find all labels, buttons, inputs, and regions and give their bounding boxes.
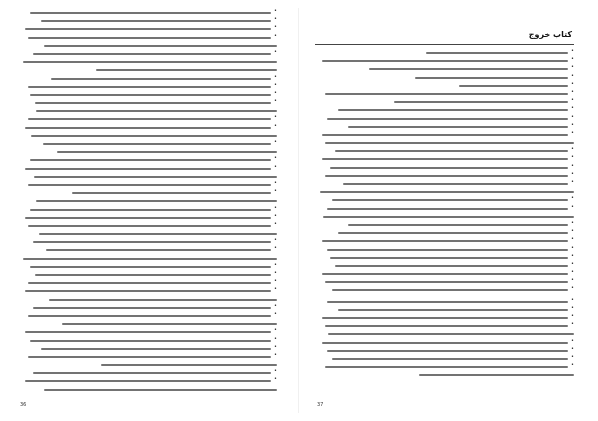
illegible-text-placeholder xyxy=(332,289,568,291)
verse-bullet: • xyxy=(571,162,574,169)
verse-bullet: • xyxy=(571,170,574,177)
illegible-text-placeholder xyxy=(46,249,271,251)
illegible-text-placeholder xyxy=(28,225,271,227)
verse-bullet: • xyxy=(274,237,277,244)
verse-bullet: • xyxy=(571,146,574,153)
verse-bullet: • xyxy=(571,277,574,284)
verse-bullet: • xyxy=(274,188,277,195)
left-page-text-line xyxy=(18,163,277,172)
illegible-text-placeholder xyxy=(327,208,568,210)
illegible-text-placeholder xyxy=(369,68,568,70)
illegible-text-placeholder xyxy=(325,93,568,95)
illegible-text-placeholder xyxy=(28,315,271,317)
verse-bullet: • xyxy=(274,155,277,162)
verse-bullet: • xyxy=(571,228,574,235)
verse-bullet: • xyxy=(274,204,277,211)
illegible-text-placeholder xyxy=(348,224,568,226)
verse-bullet: • xyxy=(274,261,277,268)
illegible-text-placeholder xyxy=(33,53,271,55)
right-page-text-line xyxy=(315,337,574,346)
right-page-text-line xyxy=(315,331,574,337)
illegible-text-placeholder xyxy=(335,265,568,267)
verse-bullet: • xyxy=(274,16,277,23)
illegible-text-placeholder xyxy=(28,86,271,88)
verse-bullet: • xyxy=(571,244,574,251)
right-page-text-line xyxy=(315,260,574,269)
left-page-text-line xyxy=(18,48,277,57)
illegible-text-placeholder xyxy=(30,94,271,96)
verse-bullet: • xyxy=(571,154,574,161)
illegible-text-placeholder xyxy=(328,333,574,335)
illegible-text-placeholder xyxy=(327,350,568,352)
left-page-text-line xyxy=(18,261,277,270)
left-page-text-line xyxy=(18,149,277,155)
verse-bullet: • xyxy=(571,105,574,112)
verse-bullet: • xyxy=(571,296,574,303)
verse-bullet: • xyxy=(571,252,574,259)
illegible-text-placeholder xyxy=(25,217,271,219)
right-page-text-line xyxy=(315,66,574,72)
verse-bullet: • xyxy=(571,313,574,319)
right-page-text-line xyxy=(315,148,574,154)
illegible-text-placeholder xyxy=(343,183,568,185)
illegible-text-placeholder xyxy=(325,366,568,368)
illegible-text-placeholder xyxy=(325,175,568,177)
illegible-text-placeholder xyxy=(322,158,568,160)
illegible-text-placeholder xyxy=(30,266,271,268)
verse-bullet: • xyxy=(571,269,574,276)
verse-bullet: • xyxy=(571,236,574,243)
illegible-text-placeholder xyxy=(459,85,568,87)
verse-bullet: • xyxy=(274,32,277,39)
right-page-text-line xyxy=(315,58,574,64)
right-page-text-line xyxy=(315,287,574,293)
right-page-text-line xyxy=(315,238,574,244)
right-page-text-line xyxy=(315,113,574,122)
illegible-text-placeholder xyxy=(72,192,271,194)
illegible-text-placeholder xyxy=(419,374,574,376)
verse-bullet: • xyxy=(274,8,277,14)
right-page-text-line xyxy=(315,364,574,370)
verse-bullet: • xyxy=(571,304,574,311)
illegible-text-placeholder xyxy=(394,101,568,103)
right-page-text-line xyxy=(315,315,574,321)
verse-bullet: • xyxy=(274,335,277,342)
verse-bullet: • xyxy=(274,270,277,276)
verse-bullet: • xyxy=(571,353,574,360)
right-page-text-line xyxy=(315,279,574,285)
right-page-text-line xyxy=(315,121,574,130)
illegible-text-placeholder xyxy=(49,299,277,301)
right-page-text-line xyxy=(315,162,574,171)
right-page-text-line xyxy=(315,107,574,113)
right-page-text-line xyxy=(315,296,574,305)
illegible-text-placeholder xyxy=(25,380,271,382)
chapter-title: کتاب خروج xyxy=(528,30,572,39)
left-page-text-line xyxy=(18,351,277,360)
illegible-text-placeholder xyxy=(23,258,277,260)
verse-bullet: • xyxy=(571,219,574,226)
left-page-text-line xyxy=(18,370,277,376)
illegible-text-placeholder xyxy=(332,358,568,360)
illegible-text-placeholder xyxy=(322,134,568,136)
verse-bullet: • xyxy=(571,113,574,120)
illegible-text-placeholder xyxy=(322,342,568,344)
illegible-text-placeholder xyxy=(325,142,574,144)
verse-bullet: • xyxy=(274,351,277,358)
illegible-text-placeholder xyxy=(28,356,271,358)
left-page-text-line xyxy=(18,321,277,327)
illegible-text-placeholder xyxy=(28,282,271,284)
verse-bullet: • xyxy=(571,56,574,63)
illegible-text-placeholder xyxy=(30,209,271,211)
left-page-text-line xyxy=(18,310,277,319)
illegible-text-placeholder xyxy=(338,109,569,111)
illegible-text-placeholder xyxy=(320,191,574,193)
right-page-text-line xyxy=(315,244,574,253)
verse-bullet: • xyxy=(274,122,277,129)
verse-bullet: • xyxy=(274,327,277,334)
left-page-text-line xyxy=(18,157,277,163)
verse-bullet: • xyxy=(571,337,574,344)
left-page-text-line xyxy=(18,141,277,147)
left-page-text-line xyxy=(18,204,277,213)
right-page-text-line xyxy=(315,214,574,220)
illegible-text-placeholder xyxy=(323,216,574,218)
right-page-text-line xyxy=(315,353,574,362)
right-page-text-line xyxy=(315,219,574,228)
right-page-text-line xyxy=(315,181,574,187)
right-page-text-line xyxy=(315,88,574,97)
illegible-text-placeholder xyxy=(44,45,277,47)
verse-bullet: • xyxy=(274,139,277,145)
verse-bullet: • xyxy=(274,114,277,121)
illegible-text-placeholder xyxy=(33,307,271,309)
verse-bullet: • xyxy=(274,310,277,317)
right-page-text-line xyxy=(315,252,574,261)
left-page-text-line xyxy=(18,100,277,106)
verse-bullet: • xyxy=(274,278,277,285)
right-page-text-line xyxy=(315,50,574,56)
illegible-text-placeholder xyxy=(332,199,568,201)
verse-bullet: • xyxy=(274,179,277,186)
right-page-text-line xyxy=(315,304,574,313)
left-page-text-line xyxy=(18,73,277,82)
verse-bullet: • xyxy=(274,343,277,350)
verse-bullet: • xyxy=(274,212,277,219)
illegible-text-placeholder xyxy=(28,37,271,39)
left-page-text-line xyxy=(18,220,277,229)
right-page-text-line xyxy=(315,372,574,378)
verse-bullet: • xyxy=(571,260,574,267)
illegible-text-placeholder xyxy=(28,184,271,186)
verse-bullet: • xyxy=(274,376,277,383)
verse-bullet: • xyxy=(274,286,277,293)
illegible-text-placeholder xyxy=(35,102,271,104)
left-page-text-line xyxy=(18,302,277,311)
left-page-text-body xyxy=(18,10,277,393)
illegible-text-placeholder xyxy=(51,78,271,80)
right-page xyxy=(299,0,598,421)
verse-bullet: • xyxy=(571,72,574,79)
verse-bullet: • xyxy=(571,97,574,104)
illegible-text-placeholder xyxy=(44,389,277,391)
verse-bullet: • xyxy=(571,195,574,202)
left-page-text-line xyxy=(18,59,277,65)
illegible-text-placeholder xyxy=(338,309,569,311)
left-page-text-line xyxy=(18,343,277,352)
verse-bullet: • xyxy=(274,163,277,170)
left-page-number: 36 xyxy=(20,402,27,408)
illegible-text-placeholder xyxy=(426,52,568,54)
verse-bullet: • xyxy=(571,345,574,352)
right-page-text-line xyxy=(315,197,574,203)
illegible-text-placeholder xyxy=(43,143,271,145)
left-page-text-line xyxy=(18,10,277,16)
left-page-text-line xyxy=(18,288,277,294)
right-page-text-line xyxy=(315,99,574,105)
illegible-text-placeholder xyxy=(327,118,568,120)
left-page-text-line xyxy=(18,67,277,73)
verse-bullet: • xyxy=(274,368,277,375)
left-page-text-line xyxy=(18,272,277,278)
left-page-text-line xyxy=(18,212,277,221)
right-page-text-body xyxy=(315,50,574,378)
illegible-text-placeholder xyxy=(25,331,271,333)
verse-bullet: • xyxy=(571,64,574,71)
right-page-text-line xyxy=(315,140,574,146)
illegible-text-placeholder xyxy=(62,323,277,325)
illegible-text-placeholder xyxy=(330,257,568,259)
illegible-text-placeholder xyxy=(25,290,271,292)
left-page-text-line xyxy=(18,122,277,131)
left-page-text-line xyxy=(18,239,277,245)
illegible-text-placeholder xyxy=(322,273,568,275)
illegible-text-placeholder xyxy=(36,200,277,202)
illegible-text-placeholder xyxy=(25,28,271,30)
verse-bullet: • xyxy=(274,302,277,309)
illegible-text-placeholder xyxy=(23,61,277,63)
left-page-text-line xyxy=(18,18,277,24)
illegible-text-placeholder xyxy=(325,281,568,283)
illegible-text-placeholder xyxy=(41,348,272,350)
verse-bullet: • xyxy=(274,89,277,96)
illegible-text-placeholder xyxy=(28,118,271,120)
illegible-text-placeholder xyxy=(330,167,568,169)
verse-bullet: • xyxy=(274,81,277,88)
illegible-text-placeholder xyxy=(34,176,277,178)
illegible-text-placeholder xyxy=(415,77,568,79)
left-page-text-line xyxy=(18,190,277,196)
left-page-text-line xyxy=(18,297,277,303)
title-underline xyxy=(315,44,574,45)
verse-bullet: • xyxy=(274,24,277,31)
verse-bullet: • xyxy=(274,220,277,227)
left-page-text-line xyxy=(18,133,277,139)
left-page-text-line xyxy=(18,387,277,393)
left-page-text-line xyxy=(18,378,277,384)
left-page-text-line xyxy=(18,32,277,41)
right-page-text-line xyxy=(315,230,574,236)
illegible-text-placeholder xyxy=(322,60,568,62)
left-page-text-line xyxy=(18,231,277,237)
left-page-text-line xyxy=(18,256,277,262)
verse-bullet: • xyxy=(571,362,574,369)
illegible-text-placeholder xyxy=(96,69,277,71)
illegible-text-placeholder xyxy=(348,126,568,128)
left-page-text-line xyxy=(18,329,277,335)
left-page-text-line xyxy=(18,81,277,90)
illegible-text-placeholder xyxy=(25,127,271,129)
verse-bullet: • xyxy=(571,80,574,87)
left-page-text-line xyxy=(18,89,277,98)
right-page-text-line xyxy=(315,80,574,89)
verse-bullet: • xyxy=(571,285,574,292)
left-page-text-line xyxy=(18,174,277,180)
right-page-text-line xyxy=(315,156,574,162)
illegible-text-placeholder xyxy=(30,340,271,342)
verse-bullet: • xyxy=(571,203,574,210)
right-page-text-line xyxy=(315,170,574,179)
left-page-text-line xyxy=(18,362,277,368)
illegible-text-placeholder xyxy=(101,364,277,366)
right-page-text-line xyxy=(315,323,574,329)
left-page-text-line xyxy=(18,198,277,204)
illegible-text-placeholder xyxy=(30,12,271,14)
illegible-text-placeholder xyxy=(325,325,568,327)
left-page-text-line xyxy=(18,280,277,286)
right-page-text-line xyxy=(315,72,574,81)
verse-bullet: • xyxy=(274,245,277,252)
illegible-text-placeholder xyxy=(39,233,277,235)
verse-bullet: • xyxy=(571,321,574,328)
left-page-text-line xyxy=(18,247,277,253)
verse-bullet: • xyxy=(571,88,574,95)
illegible-text-placeholder xyxy=(338,232,569,234)
illegible-text-placeholder xyxy=(33,241,271,243)
verse-bullet: • xyxy=(274,98,277,105)
verse-bullet: • xyxy=(571,129,574,136)
illegible-text-placeholder xyxy=(57,151,277,153)
left-page-text-line xyxy=(18,116,277,122)
illegible-text-placeholder xyxy=(36,110,277,112)
illegible-text-placeholder xyxy=(30,159,271,161)
verse-bullet: • xyxy=(274,73,277,80)
illegible-text-placeholder xyxy=(25,168,271,170)
right-page-text-line xyxy=(315,203,574,212)
illegible-text-placeholder xyxy=(335,150,568,152)
right-page-text-line xyxy=(315,189,574,195)
left-page-text-line xyxy=(18,26,277,32)
illegible-text-placeholder xyxy=(322,240,568,242)
left-page-text-line xyxy=(18,335,277,344)
left-page-text-line xyxy=(18,108,277,114)
right-page-text-line xyxy=(315,129,574,138)
right-page-text-line xyxy=(315,271,574,277)
illegible-text-placeholder xyxy=(35,274,271,276)
illegible-text-placeholder xyxy=(41,20,272,22)
illegible-text-placeholder xyxy=(33,372,271,374)
illegible-text-placeholder xyxy=(327,249,568,251)
left-page-text-line xyxy=(18,179,277,188)
verse-bullet: • xyxy=(571,121,574,128)
right-page-text-line xyxy=(315,345,574,354)
illegible-text-placeholder xyxy=(322,317,568,319)
verse-bullet: • xyxy=(274,48,277,55)
verse-bullet: • xyxy=(571,179,574,185)
illegible-text-placeholder xyxy=(327,301,568,303)
right-page-number: 37 xyxy=(317,402,324,408)
left-page-text-line xyxy=(18,43,277,49)
verse-bullet: • xyxy=(571,48,574,54)
illegible-text-placeholder xyxy=(31,135,277,137)
